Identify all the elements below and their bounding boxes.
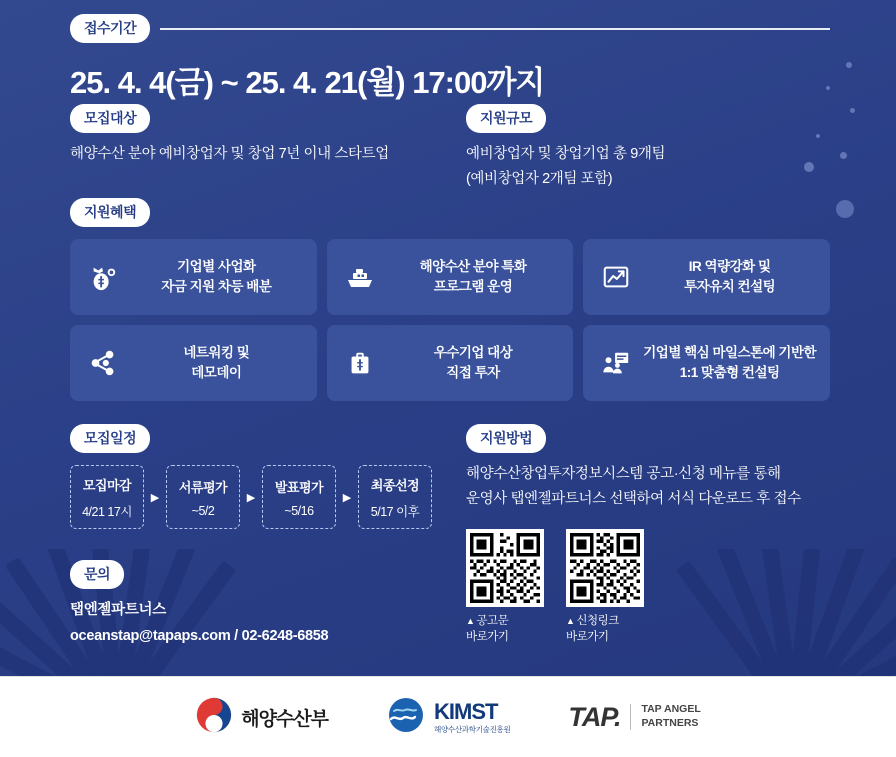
people-presentation-icon [593,348,639,378]
schedule-tag: 모집일정 [70,424,150,453]
caret-up-icon: ▲ [466,616,475,627]
benefit-label-line2: 자금 지원 차등 배분 [161,279,272,294]
taegeuk-icon [195,696,233,739]
section-benefit [70,198,830,401]
benefit-card [70,325,317,401]
benefit-card [583,325,830,401]
application-qr[interactable] [566,529,644,607]
step-name: 발표평가 [274,479,324,495]
benefit-card-label [639,257,820,296]
tap-subtitle [641,703,700,730]
schedule-steps [70,465,450,529]
step-name: 최종선정 [370,477,420,493]
kimst-mark-icon [386,695,426,740]
step-arrow-icon: ▶ [342,491,352,504]
notice-qr[interactable] [466,529,544,607]
qr-label-line1: 신청링크 [576,615,619,628]
benefit-label-line2: 직접 투자 [446,365,500,380]
kimst-logo-text [434,698,511,734]
benefit-card-label [639,343,820,382]
qr-item[interactable] [466,529,544,645]
contact-name: 탭엔젤파트너스 [70,602,166,618]
qr-label-line1: 공고문 [476,615,509,628]
schedule-step [166,465,240,529]
apply-tag: 지원방법 [466,424,546,453]
benefit-card-label [126,257,307,296]
benefit-label-line1: 기업별 사업화 [177,259,256,275]
notice-qr-caption [466,613,544,645]
step-date: 5/17 이후 [370,504,420,519]
money-bag-icon [80,262,126,292]
contact-tag: 문의 [70,560,124,589]
section-target [70,104,450,166]
schedule-step [358,465,432,529]
qr-row [466,529,866,645]
section-apply [466,424,866,646]
benefit-card-label [383,343,564,382]
footer-logos [0,676,896,757]
benefit-label-line2: 1:1 맞춤형 컨설팅 [679,365,780,380]
qr-item[interactable] [566,529,644,645]
scale-text-line2: (예비창업자 2개팀 포함) [466,171,613,188]
tap-wordmark: TAP. [568,701,621,732]
tap-subtitle-line1: TAP ANGEL [641,703,701,716]
application-qr-caption [566,613,644,645]
tap-logo [568,702,700,733]
section-period [70,14,830,102]
step-date: ~5/16 [284,503,314,518]
scale-tag: 지원규모 [466,104,546,133]
step-arrow-icon: ▶ [150,491,160,504]
period-headline: 25. 4. 4(금) ~ 25. 4. 21(월) 17:00까지 [70,65,545,100]
step-arrow-icon: ▶ [246,491,256,504]
mof-logo [195,696,328,739]
benefit-card [583,239,830,315]
benefit-card [70,239,317,315]
period-tag: 접수기간 [70,14,150,43]
benefit-label-line1: 우수기업 대상 [433,345,513,361]
benefit-label-line2: 프로그램 운영 [433,279,513,294]
step-date: ~5/2 [191,503,215,518]
step-date: 4/21 17시 [82,504,132,519]
benefit-label-line1: 해양수산 분야 특화 [419,259,527,275]
ship-icon [337,261,383,293]
period-rule [160,28,830,30]
contact-detail: oceanstap@tapaps.com / 02-6248-6858 [70,627,329,644]
qr-label-line2: 바로가기 [566,631,609,644]
scale-text-line1: 예비창업자 및 창업기업 총 9개팀 [466,146,666,162]
benefit-card-label [383,257,564,296]
schedule-step [70,465,144,529]
caret-up-icon: ▲ [566,616,575,627]
benefit-card [327,239,574,315]
target-tag: 모집대상 [70,104,150,133]
benefit-tag: 지원혜택 [70,198,150,227]
chart-up-icon [593,262,639,292]
section-scale [466,104,846,191]
kimst-name: KIMST [434,698,498,724]
benefit-label-line1: IR 역량강화 및 [688,259,771,275]
period-tag-row [70,14,830,43]
kimst-logo [386,695,510,740]
step-name: 모집마감 [82,477,132,493]
schedule-step [262,465,336,529]
tap-subtitle-line2: PARTNERS [641,717,699,729]
apply-text-line1: 해양수산창업투자정보시스템 공고·신청 메뉴를 통해 [466,466,781,482]
tap-divider [630,704,631,730]
benefit-card-grid [70,239,830,401]
kimst-subtitle: 해양수산과학기술진흥원 [434,724,511,734]
benefit-label-line1: 기업별 핵심 마일스톤에 기반한 [643,345,817,361]
briefcase-money-icon [337,348,383,378]
apply-text-line2: 운영사 탭엔젤파트너스 선택하여 서식 다운로드 후 접수 [466,491,801,508]
benefit-card [327,325,574,401]
mof-logo-text: 해양수산부 [241,708,329,730]
section-schedule [70,424,450,529]
benefit-label-line2: 투자유치 컨설팅 [684,279,776,294]
benefit-label-line1: 네트워킹 및 [183,345,250,361]
step-name: 서류평가 [178,479,228,495]
benefit-label-line2: 데모데이 [191,365,242,380]
benefit-card-label [126,343,307,382]
qr-label-line2: 바로가기 [466,631,509,644]
network-icon [80,348,126,378]
section-contact [70,560,450,649]
target-text: 해양수산 분야 예비창업자 및 창업 7년 이내 스타트업 [70,146,389,162]
